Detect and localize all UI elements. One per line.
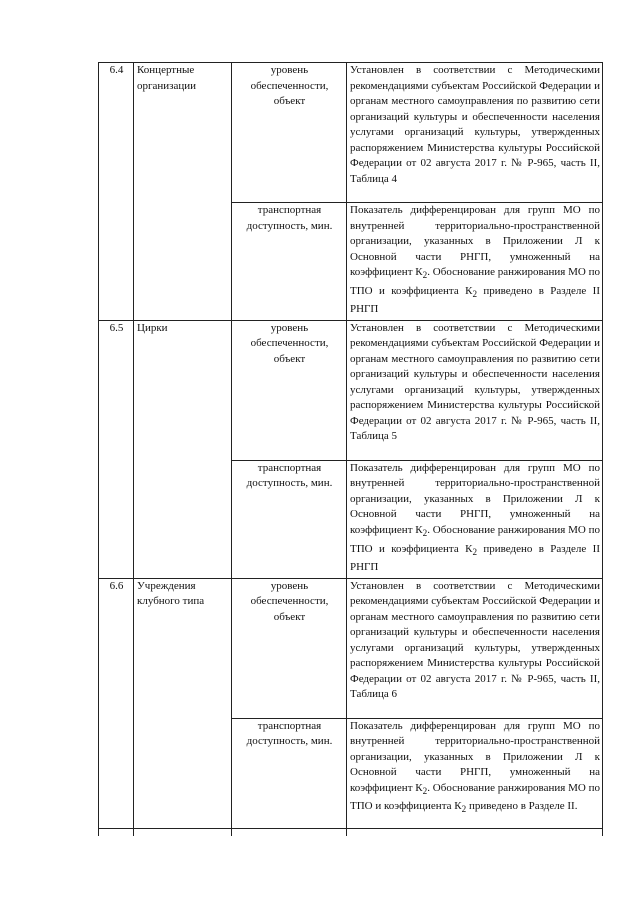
row-number: 6.5 xyxy=(99,320,134,578)
standards-table xyxy=(98,62,603,829)
indicator-description: Показатель дифференцирован для групп МО по внутренней территориально-пространственной организации, указанных в Приложении Л к Основной части РНГП, умноженный на коэффициент $К_2$. Обоснование ранжирования МО по ТПО и коэффициента $К_2$ приведено в Разделе II. xyxy=(347,718,603,828)
column-divider xyxy=(602,828,603,836)
indicator-label: уровень обеспеченности, объект xyxy=(232,578,347,718)
subscript: 2 xyxy=(472,546,478,557)
row-number: 6.4 xyxy=(99,63,134,321)
facility-name: Учреждения клубного типа xyxy=(134,578,232,828)
column-divider xyxy=(133,828,134,836)
indicator-description: Установлен в соответствии с Методическими рекомендациями субъектам Российской Федерации и органам местного самоуправления по развитию сети организаций культуры и обеспеченности населения услугами организаций культуры, утвержденных распоряжением Министерства культуры Российской Федерации от 02 августа 2017 г. № Р-965, часть II, Таблица 4 xyxy=(347,63,603,203)
column-divider xyxy=(346,828,347,836)
table-row xyxy=(99,578,603,718)
table-row xyxy=(99,63,603,203)
indicator-label: уровень обеспеченности, объект xyxy=(232,320,347,460)
column-divider xyxy=(231,828,232,836)
indicator-label: транспортная доступность, мин. xyxy=(232,460,347,578)
row-number: 6.6 xyxy=(99,578,134,828)
indicator-description: Установлен в соответствии с Методическими рекомендациями субъектам Российской Федерации и органам местного самоуправления по развитию сети организаций культуры и обеспеченности населения услугами организаций культуры, утвержденных распоряжением Министерства культуры Российской Федерации от 02 августа 2017 г. № Р-965, часть II, Таблица 5 xyxy=(347,320,603,460)
indicator-label: транспортная доступность, мин. xyxy=(232,718,347,828)
indicator-description: Установлен в соответствии с Методическими рекомендациями субъектам Российской Федерации и органам местного самоуправления по развитию сети организаций культуры и обеспеченности населения услугами организаций культуры, утвержденных распоряжением Министерства культуры Российской Федерации от 02 августа 2017 г. № Р-965, часть II, Таблица 6 xyxy=(347,578,603,718)
facility-name: Цирки xyxy=(134,320,232,578)
table-row xyxy=(99,320,603,460)
indicator-description: Показатель дифференцирован для групп МО по внутренней территориально-пространственной организации, указанных в Приложении Л к Основной части РНГП, умноженный на коэффициент $К_2$. Обоснование ранжирования МО по ТПО и коэффициента $К_2$ приведено в Разделе II РНГП xyxy=(347,203,603,321)
facility-name: Концертные организации xyxy=(134,63,232,321)
table-continuation-lines xyxy=(98,828,603,836)
subscript: 2 xyxy=(422,528,428,539)
subscript: 2 xyxy=(472,288,478,299)
indicator-label: транспортная доступность, мин. xyxy=(232,203,347,321)
indicator-description: Показатель дифференцирован для групп МО по внутренней территориально-пространственной организации, указанных в Приложении Л к Основной части РНГП, умноженный на коэффициент $К_2$. Обоснование ранжирования МО по ТПО и коэффициента $К_2$ приведено в Разделе II РНГП xyxy=(347,460,603,578)
indicator-label: уровень обеспеченности, объект xyxy=(232,63,347,203)
subscript: 2 xyxy=(422,270,428,281)
subscript: 2 xyxy=(461,804,467,815)
subscript: 2 xyxy=(422,785,428,796)
